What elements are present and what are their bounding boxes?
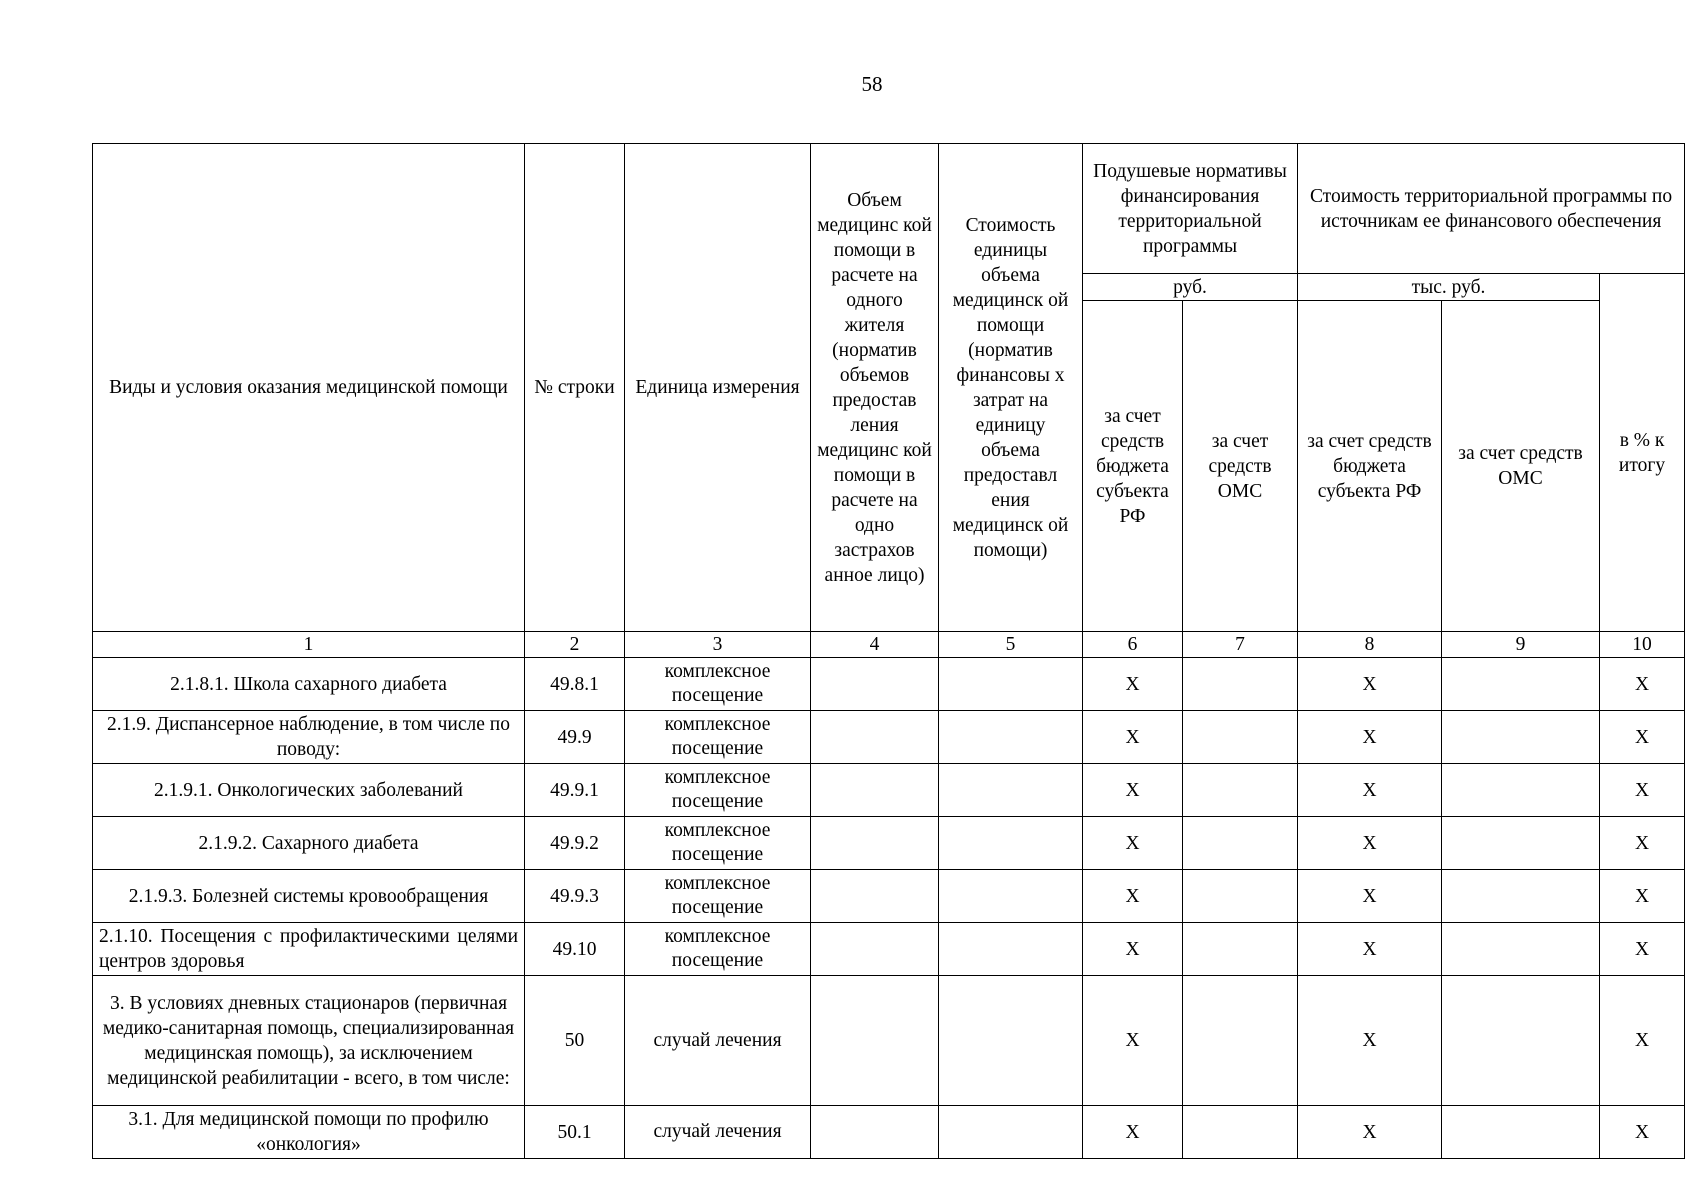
row-unit-cost <box>939 711 1083 764</box>
row-percent: X <box>1600 764 1685 817</box>
column-number: 7 <box>1183 632 1298 658</box>
header-col-oms-per-capita: за счет средств ОМС <box>1183 301 1298 632</box>
row-budget-cost: X <box>1298 658 1442 711</box>
column-number: 3 <box>625 632 811 658</box>
row-volume <box>811 817 939 870</box>
row-volume <box>811 1106 939 1159</box>
row-oms-per-capita <box>1183 764 1298 817</box>
row-volume <box>811 923 939 976</box>
header-col-unit-cost: Стоимость единицы объема медицинск ой помощи (норматив финансовы х затрат на единицу объема предоставл ения медицинск ой помощи) <box>939 144 1083 632</box>
row-oms-per-capita <box>1183 817 1298 870</box>
column-number: 10 <box>1600 632 1685 658</box>
column-number: 6 <box>1083 632 1183 658</box>
row-number: 50 <box>525 976 625 1106</box>
row-volume <box>811 711 939 764</box>
row-oms-cost <box>1442 923 1600 976</box>
row-percent: X <box>1600 817 1685 870</box>
row-budget-cost: X <box>1298 711 1442 764</box>
row-unit-cost <box>939 976 1083 1106</box>
row-unit: случай лечения <box>625 1106 811 1159</box>
row-budget-cost: X <box>1298 923 1442 976</box>
header-unit-rub: руб. <box>1083 274 1298 301</box>
table-row <box>93 817 1685 870</box>
row-oms-per-capita <box>1183 711 1298 764</box>
row-volume <box>811 764 939 817</box>
row-oms-cost <box>1442 1106 1600 1159</box>
row-budget-per-capita: X <box>1083 658 1183 711</box>
row-budget-per-capita: X <box>1083 870 1183 923</box>
row-name: 2.1.8.1. Школа сахарного диабета <box>93 658 525 711</box>
row-name: 2.1.9.3. Болезней системы кровообращения <box>93 870 525 923</box>
row-name: 3.1. Для медицинской помощи по профилю «онкология» <box>93 1106 525 1159</box>
row-oms-per-capita <box>1183 1106 1298 1159</box>
row-name: 3. В условиях дневных стационаров (первичная медико-санитарная помощь, специализированная медицинская помощь), за исключением медицинской реабилитации - всего, в том числе: <box>93 976 525 1106</box>
row-budget-per-capita: X <box>1083 817 1183 870</box>
row-budget-per-capita: X <box>1083 711 1183 764</box>
row-oms-cost <box>1442 817 1600 870</box>
column-number: 8 <box>1298 632 1442 658</box>
table-row <box>93 870 1685 923</box>
row-volume <box>811 976 939 1106</box>
row-name: 2.1.9. Диспансерное наблюдение, в том числе по поводу: <box>93 711 525 764</box>
table-row <box>93 923 1685 976</box>
row-oms-per-capita <box>1183 976 1298 1106</box>
row-volume <box>811 870 939 923</box>
header-col-oms-cost: за счет средств ОМС <box>1442 301 1600 632</box>
row-name: 2.1.10. Посещения с профилактическими целями центров здоровья <box>93 923 525 976</box>
header-col-budget-per-capita: за счет средств бюджета субъекта РФ <box>1083 301 1183 632</box>
column-number: 2 <box>525 632 625 658</box>
table-row <box>93 711 1685 764</box>
header-col-unit: Единица измерения <box>625 144 811 632</box>
row-percent: X <box>1600 658 1685 711</box>
header-col-percent: в % к итогу <box>1600 274 1685 632</box>
column-number: 1 <box>93 632 525 658</box>
row-oms-per-capita <box>1183 658 1298 711</box>
row-unit-cost <box>939 870 1083 923</box>
row-budget-cost: X <box>1298 1106 1442 1159</box>
row-name: 2.1.9.2. Сахарного диабета <box>93 817 525 870</box>
row-oms-cost <box>1442 870 1600 923</box>
header-col-volume: Объем медицинс кой помощи в расчете на одного жителя (норматив объемов предостав ления медицинс кой помощи в расчете на одно застрахов анное лицо) <box>811 144 939 632</box>
row-budget-cost: X <box>1298 976 1442 1106</box>
row-volume <box>811 658 939 711</box>
column-number: 9 <box>1442 632 1600 658</box>
row-budget-per-capita: X <box>1083 764 1183 817</box>
row-percent: X <box>1600 870 1685 923</box>
row-number: 49.9 <box>525 711 625 764</box>
row-unit: комплексное посещение <box>625 764 811 817</box>
row-percent: X <box>1600 976 1685 1106</box>
row-unit: комплексное посещение <box>625 923 811 976</box>
row-name: 2.1.9.1. Онкологических заболеваний <box>93 764 525 817</box>
row-unit: комплексное посещение <box>625 870 811 923</box>
row-number: 50.1 <box>525 1106 625 1159</box>
row-number: 49.9.2 <box>525 817 625 870</box>
header-group-program-cost: Стоимость территориальной программы по источникам ее финансового обеспечения <box>1298 144 1685 274</box>
column-number: 4 <box>811 632 939 658</box>
row-budget-cost: X <box>1298 870 1442 923</box>
row-oms-cost <box>1442 658 1600 711</box>
row-unit-cost <box>939 764 1083 817</box>
page-number: 58 <box>861 72 883 96</box>
row-oms-cost <box>1442 764 1600 817</box>
row-oms-cost <box>1442 711 1600 764</box>
row-number: 49.9.3 <box>525 870 625 923</box>
row-percent: X <box>1600 923 1685 976</box>
row-unit: комплексное посещение <box>625 658 811 711</box>
row-unit: случай лечения <box>625 976 811 1106</box>
row-budget-per-capita: X <box>1083 976 1183 1106</box>
row-budget-per-capita: X <box>1083 923 1183 976</box>
table-row <box>93 1106 1685 1159</box>
row-percent: X <box>1600 711 1685 764</box>
header-col-row-number: № строки <box>525 144 625 632</box>
row-unit: комплексное посещение <box>625 711 811 764</box>
row-budget-per-capita: X <box>1083 1106 1183 1159</box>
table-row <box>93 976 1685 1106</box>
column-number: 5 <box>939 632 1083 658</box>
row-number: 49.9.1 <box>525 764 625 817</box>
row-unit-cost <box>939 658 1083 711</box>
row-oms-per-capita <box>1183 923 1298 976</box>
table-row <box>93 658 1685 711</box>
table-row <box>93 764 1685 817</box>
row-unit-cost <box>939 817 1083 870</box>
row-unit-cost <box>939 923 1083 976</box>
row-oms-cost <box>1442 976 1600 1106</box>
row-number: 49.10 <box>525 923 625 976</box>
header-group-per-capita: Подушевые нормативы финансирования территориальной программы <box>1083 144 1298 274</box>
header-col-budget-cost: за счет средств бюджета субъекта РФ <box>1298 301 1442 632</box>
row-number: 49.8.1 <box>525 658 625 711</box>
financing-table <box>92 143 1685 1159</box>
row-budget-cost: X <box>1298 817 1442 870</box>
row-budget-cost: X <box>1298 764 1442 817</box>
row-unit: комплексное посещение <box>625 817 811 870</box>
row-unit-cost <box>939 1106 1083 1159</box>
header-unit-thousand-rub: тыс. руб. <box>1298 274 1600 301</box>
row-oms-per-capita <box>1183 870 1298 923</box>
row-percent: X <box>1600 1106 1685 1159</box>
header-col-type: Виды и условия оказания медицинской помощи <box>93 144 525 632</box>
